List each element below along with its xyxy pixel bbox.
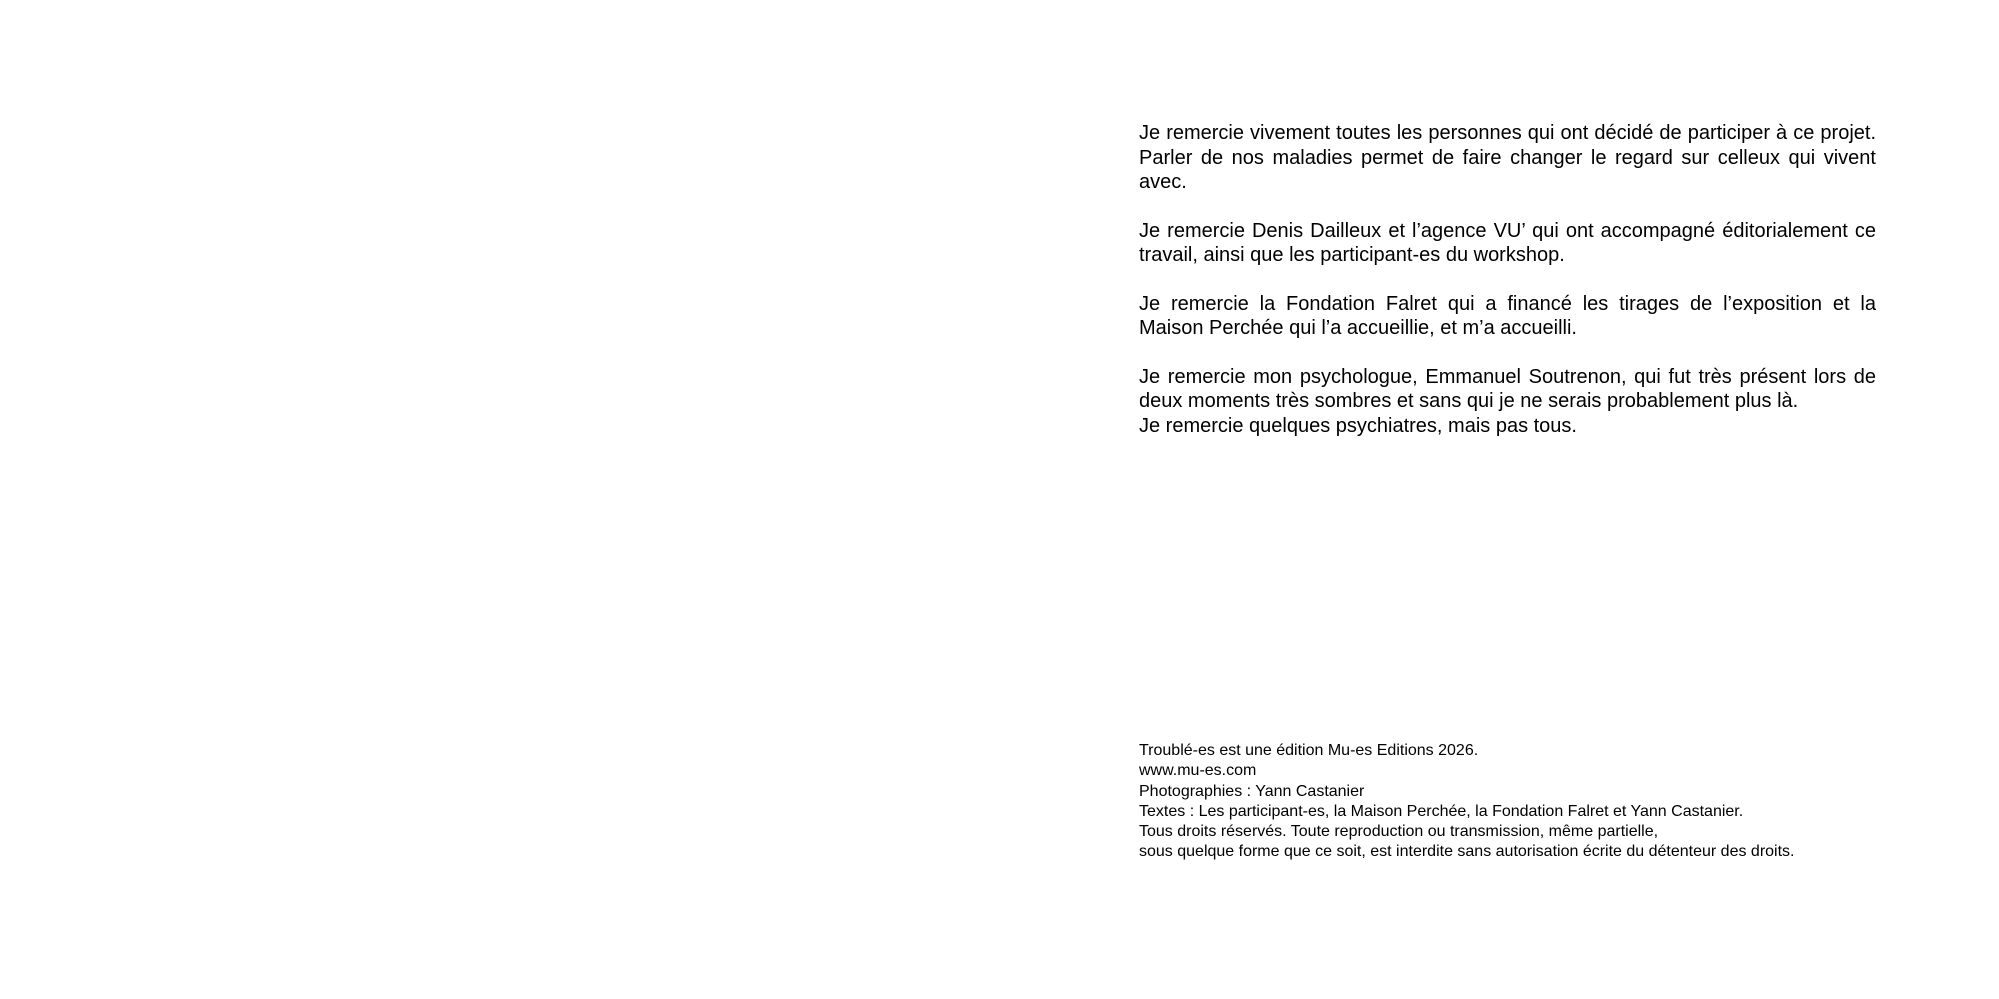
colophon-textes: Textes : Les participant-es, la Maison Perchée, la Fondation Falret et Yann Castanier. bbox=[1139, 802, 1744, 820]
colophon-edition-line: Troublé-es est une édition Mu-es Editions 2026. bbox=[1139, 742, 1479, 759]
acknowledgement-paragraph-agence-vu: Je remercie Denis Dailleux et l’agence VU’ qui ont accompagné éditorialement ce travail, ainsi que les participant-es du workshop. bbox=[1139, 219, 1876, 266]
acknowledgement-paragraph-fondation-falret: Je remercie la Fondation Falret qui a financé les tirages de l’exposition et la Maison Perchée qui l’a accueillie, et m’a accueilli. bbox=[1139, 292, 1876, 339]
acknowledgement-paragraph-participants: Je remercie vivement toutes les personnes qui ont décidé de participer à ce projet. Parler de nos maladies permet de faire changer le regard sur celleux qui vivent avec. bbox=[1139, 122, 1876, 193]
acknowledgements-section bbox=[1139, 121, 1876, 438]
colophon-photographies: Photographies : Yann Castanier bbox=[1139, 782, 1365, 800]
colophon-rights-line-1: Tous droits réservés. Toute reproduction ou transmission, même partielle, bbox=[1139, 823, 1659, 841]
colophon-website: www.mu-es.com bbox=[1139, 762, 1257, 780]
acknowledgement-psychologue-line: Je remercie mon psychologue, Emmanuel Soutrenon, qui fut très présent lors de deux moments très sombres et sans qui je ne serais probablement plus là. bbox=[1139, 365, 1876, 412]
left-page-blank bbox=[0, 0, 999, 999]
colophon-rights-line-2: sous quelque forme que ce soit, est interdite sans autorisation écrite du détenteur des droits. bbox=[1139, 843, 1795, 861]
acknowledgement-paragraph-psychologue bbox=[1139, 365, 1876, 439]
colophon bbox=[1139, 741, 1899, 863]
acknowledgement-psychiatres-line: Je remercie quelques psychiatres, mais pas tous. bbox=[1139, 414, 1577, 437]
